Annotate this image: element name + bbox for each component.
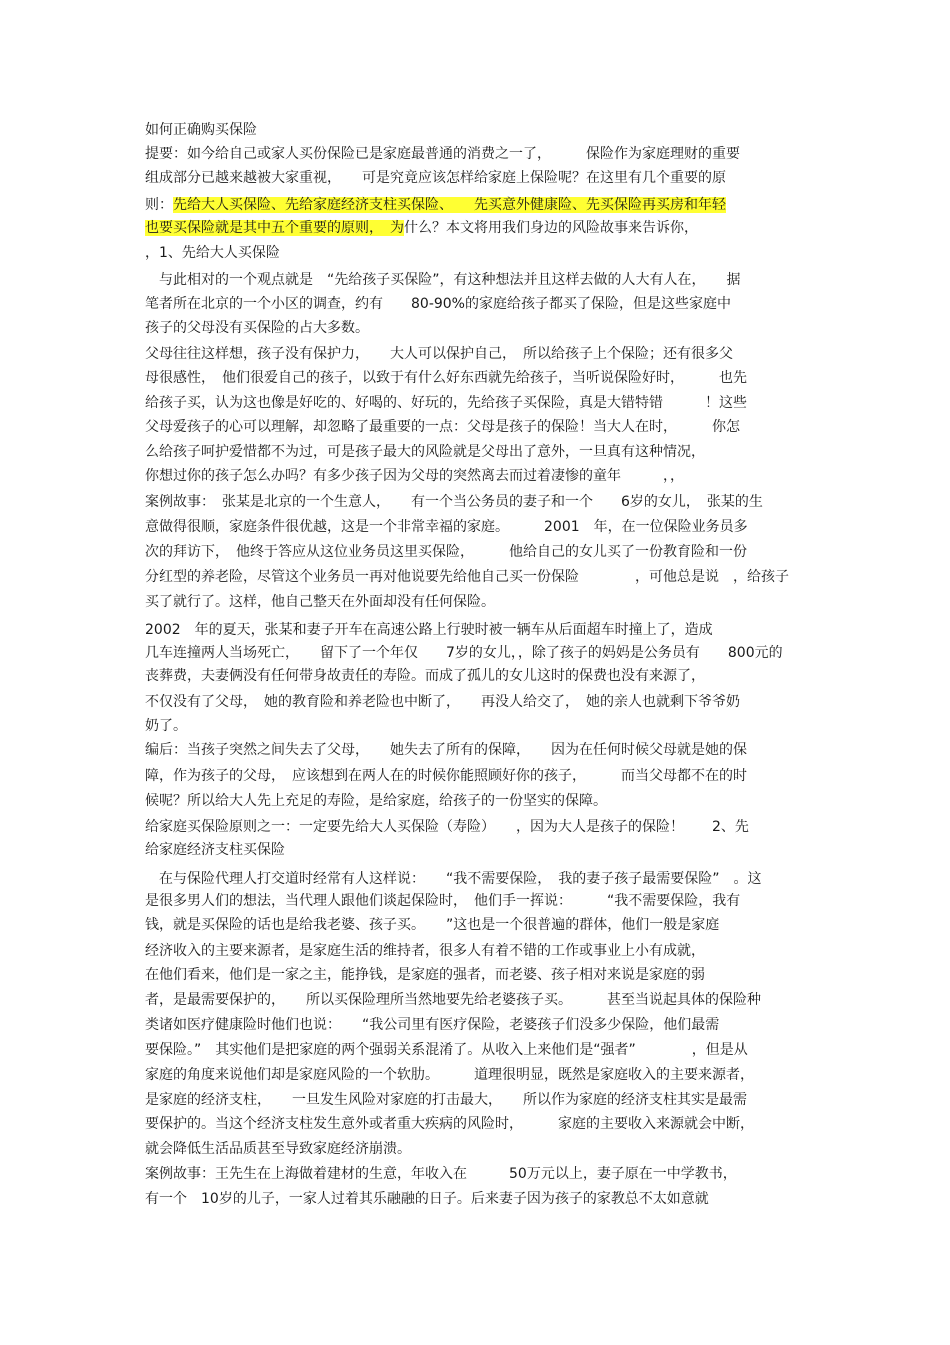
text-span: 么给孩子呵护爱惜都不为过，可是孩子最大的风险就是父母出了意外，一旦真有这种情况，: [145, 444, 705, 460]
paragraph-line: [145, 393, 747, 413]
text-span: 编后：当孩子突然之间失去了父母， 她失去了所有的保障， 因为在任何时候父母就是她的保: [145, 742, 747, 758]
text-span: 类诸如医疗健康险时他们也说： “我公司里有医疗保险，老婆孩子们没多少保险，他们最需: [145, 1017, 720, 1033]
paragraph-line: [145, 517, 748, 537]
text-span: 什么？本文将用我们身边的风险故事来告诉你，: [404, 220, 698, 236]
paragraph-line: [145, 1114, 754, 1134]
paragraph-line: [145, 1065, 754, 1085]
paragraph-line: [145, 666, 705, 686]
paragraph-line: [145, 492, 763, 512]
text-span: 组成部分已越来越被大家重视， 可是究竟应该怎样给家庭上保险呢？在这里有几个重要的原: [145, 170, 726, 186]
highlighted-text: 先给大人买保险、先给家庭经济支柱买保险、 先买意外健康险、先买保险再买房和年轻: [173, 197, 726, 213]
text-span: 案例故事：王先生在上海做着建材的生意，年收入在 50万元以上，妻子原在一中学教书，: [145, 1166, 737, 1182]
paragraph-line: [145, 417, 740, 437]
text-span: 奶了。: [145, 718, 187, 734]
text-span: 不仅没有了父母， 她的教育险和养老险也中断了， 再没人给交了， 她的亲人也就剩下爷爷奶: [145, 694, 740, 710]
text-span: 父母往往这样想，孩子没有保护力， 大人可以保护自己， 所以给孩子上个保险；还有很多父: [145, 346, 733, 362]
paragraph-line: [145, 692, 740, 712]
text-span: ，1、先给大人买保险: [145, 245, 280, 261]
paragraph-line: [145, 869, 762, 889]
text-span: 在他们看来，他们是一家之主，能挣钱，是家庭的强者，而老婆、孩子相对来说是家庭的弱: [145, 967, 705, 983]
text-span: 是家庭的经济支柱， 一旦发生风险对家庭的打击最大， 所以作为家庭的经济支柱其实是最需: [145, 1092, 747, 1108]
paragraph-line: [145, 542, 747, 562]
paragraph-line: [145, 766, 747, 786]
paragraph-line: [145, 195, 726, 215]
paragraph-line: [145, 1090, 747, 1110]
text-span: 几车连撞两人当场死亡， 留下了一个年仅 7岁的女儿，，除了孩子的妈妈是公务员有 800元的: [145, 645, 783, 661]
paragraph-line: [145, 1040, 748, 1060]
text-span: 如何正确购买保险: [145, 122, 257, 138]
paragraph-line: [145, 466, 684, 486]
paragraph-line: [145, 643, 783, 663]
paragraph-line: [145, 144, 740, 164]
paragraph-line: [145, 791, 607, 811]
paragraph-line: [145, 965, 705, 985]
paragraph-line: [145, 716, 187, 736]
text-span: 钱，就是买保险的话也是给我老婆、孩子买。 ”这也是一个很普遍的群体，他们一般是家庭: [145, 917, 720, 933]
text-span: 经济收入的主要来源者，是家庭生活的维持者，很多人有着不错的工作或事业上小有成就，: [145, 943, 705, 959]
text-span: 障，作为孩子的父母， 应该想到在两人在的时候你能照顾好你的孩子， 而当父母都不在的时: [145, 768, 747, 784]
text-span: 丧葬费，夫妻俩没有任何带身故责任的寿险。而成了孤儿的女儿这时的保费也没有来源了，: [145, 668, 705, 684]
paragraph-line: [145, 1164, 737, 1184]
paragraph-line: [145, 1189, 709, 1209]
text-span: 次的拜访下， 他终于答应从这位业务员这里买保险， 他给自己的女儿买了一份教育险和一份: [145, 544, 747, 560]
paragraph-line: [145, 168, 726, 188]
highlighted-text: 也要买保险就是其中五个重要的原则， 为: [145, 220, 404, 236]
text-span: 意做得很顺，家庭条件很优越，这是一个非常幸福的家庭。 2001 年，在一位保险业务员多: [145, 519, 748, 535]
paragraph-line: [145, 318, 369, 338]
paragraph-line: [145, 620, 713, 640]
text-span: 你想过你的孩子怎么办吗？有多少孩子因为父母的突然离去而过着凄惨的童年 ，，: [145, 468, 684, 484]
paragraph-line: [145, 891, 740, 911]
text-span: 候呢？所以给大人先上充足的寿险，是给家庭，给孩子的一份坚实的保障。: [145, 793, 607, 809]
text-span: 则：: [145, 197, 173, 213]
text-span: 提要：如今给自己或家人买份保险已是家庭最普通的消费之一了， 保险作为家庭理财的重要: [145, 146, 740, 162]
paragraph-line: [145, 941, 705, 961]
paragraph-line: [145, 368, 747, 388]
paragraph-line: [145, 218, 698, 238]
section-heading: [145, 243, 280, 263]
text-span: 与此相对的一个观点就是 “先给孩子买保险”，有这种想法并且这样去做的人大有人在， 据: [145, 272, 741, 288]
section-heading: [145, 840, 285, 860]
text-span: 有一个 10岁的儿子，一家人过着其乐融融的日子。后来妻子因为孩子的家教总不太如意就: [145, 1191, 709, 1207]
paragraph-line: [145, 817, 749, 837]
paragraph-line: [145, 990, 761, 1010]
text-span: 就会降低生活品质甚至导致家庭经济崩溃。: [145, 1141, 411, 1157]
text-span: 家庭的角度来说他们却是家庭风险的一个软肋。 道理很明显，既然是家庭收入的主要来源者，: [145, 1067, 754, 1083]
text-span: 者，是最需要保护的， 所以买保险理所当然地要先给老婆孩子买。 甚至当说起具体的保险种: [145, 992, 761, 1008]
text-span: 在与保险代理人打交道时经常有人这样说： “我不需要保险， 我的妻子孩子最需要保险” 。这: [145, 871, 762, 887]
text-span: 要保险。” 其实他们是把家庭的两个强弱关系混淆了。从收入上来他们是“强者” ，但是从: [145, 1042, 748, 1058]
paragraph-line: [145, 567, 789, 587]
paragraph-line: [145, 442, 705, 462]
text-span: 买了就行了。这样，他自己整天在外面却没有任何保险。: [145, 594, 495, 610]
document-title: [145, 120, 257, 140]
text-span: 是很多男人们的想法，当代理人跟他们谈起保险时， 他们手一挥说： “我不需要保险，我有: [145, 893, 741, 909]
text-span: 案例故事： 张某是北京的一个生意人， 有一个当公务员的妻子和一个 6岁的女儿， 张某的生: [145, 494, 763, 510]
text-span: 给孩子买，认为这也像是好吃的、好喝的、好玩的，先给孩子买保险，真是大错特错 ！这些: [145, 395, 747, 411]
paragraph-line: [145, 344, 733, 364]
paragraph-line: [145, 294, 731, 314]
text-span: 分红型的养老险，尽管这个业务员一再对他说要先给他自己买一份保险 ，可他总是说 ，给孩子: [145, 569, 789, 585]
text-span: 给家庭经济支柱买保险: [145, 842, 285, 858]
paragraph-line: [145, 270, 741, 290]
paragraph-line: [145, 740, 747, 760]
text-span: 2002 年的夏天，张某和妻子开车在高速公路上行驶时被一辆车从后面超车时撞上了，造成: [145, 622, 713, 638]
paragraph-line: [145, 1139, 411, 1159]
paragraph-line: [145, 592, 495, 612]
text-span: 孩子的父母没有买保险的占大多数。: [145, 320, 369, 336]
text-span: 父母爱孩子的心可以理解，却忽略了最重要的一点：父母是孩子的保险！当大人在时， 你怎: [145, 419, 740, 435]
text-span: 笔者所在北京的一个小区的调查，约有 80-90%的家庭给孩子都买了保险，但是这些家庭中: [145, 296, 731, 312]
text-span: 要保护的。当这个经济支柱发生意外或者重大疾病的风险时， 家庭的主要收入来源就会中断，: [145, 1116, 754, 1132]
paragraph-line: [145, 1015, 719, 1035]
paragraph-line: [145, 915, 719, 935]
text-span: 母很感性， 他们很爱自己的孩子，以致于有什么好东西就先给孩子，当听说保险好时， 也先: [145, 370, 747, 386]
text-span: 给家庭买保险原则之一：一定要先给大人买保险（寿险） ，因为大人是孩子的保险！ 2、先: [145, 819, 749, 835]
